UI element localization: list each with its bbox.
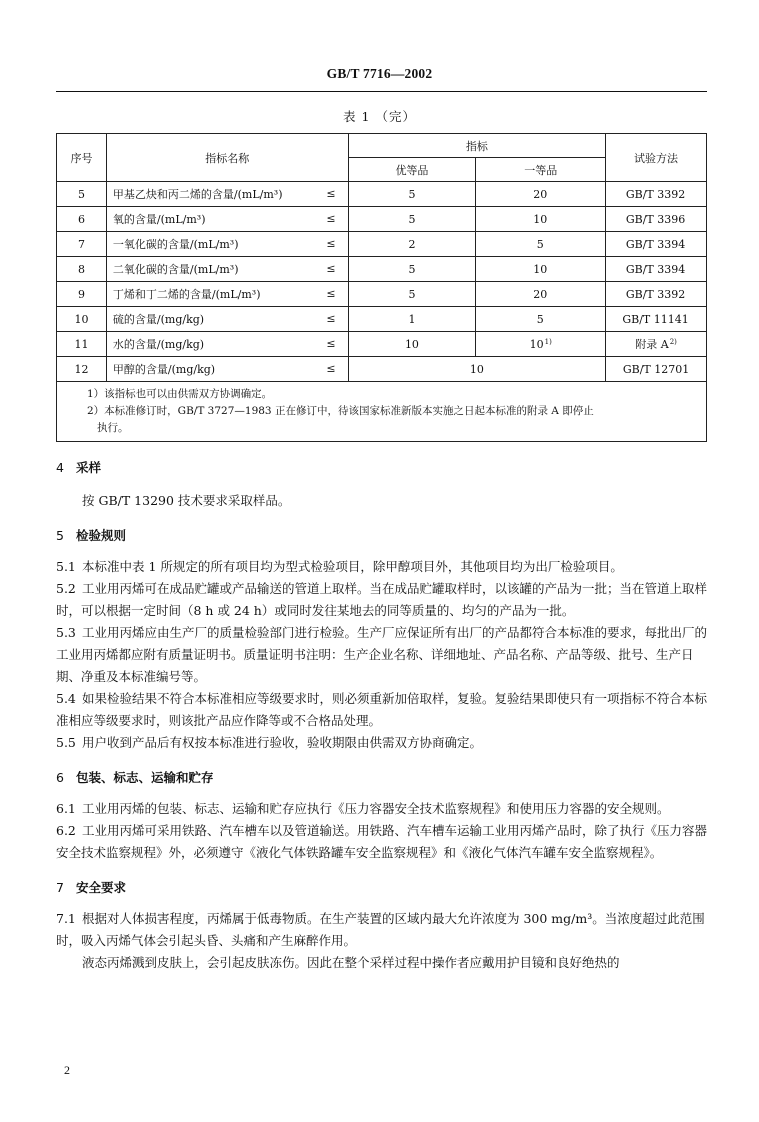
row-name-text: 一氧化碳的含量/(mL/m³) (112, 238, 239, 251)
row-method (606, 332, 707, 357)
section-title: 包装、标志、运输和贮存 (76, 770, 214, 785)
table-row (57, 307, 707, 332)
row-method (606, 182, 707, 207)
col-seq-header: 序号 (57, 134, 107, 182)
footnote-ref: 2) (669, 338, 677, 346)
col-method-header: 试验方法 (606, 134, 707, 182)
clause-paragraph (56, 578, 709, 622)
row-first-value: 5 (536, 312, 544, 326)
clause-text: 根据对人体损害程度，丙烯属于低毒物质。在生产装置的区域内最大允许浓度为 300 mg/m³。当浓度超过此范围时，吸入丙烯气体会引起头昏、头痛和产生麻醉作用。 (56, 911, 705, 948)
row-method (606, 307, 707, 332)
row-superior: 1 (348, 307, 476, 332)
le-symbol: ≤ (326, 287, 336, 300)
clause-paragraph (56, 820, 709, 864)
clause-text: 工业用丙烯可采用铁路、汽车槽车以及管道输送。用铁路、汽车槽车运输工业用丙烯产品时，除了执行《压力容器安全技术监察规程》外，必须遵守《液化气体铁路罐车安全监察规程》和《液化气体汽车罐车安全监察规程》。 (56, 823, 708, 860)
row-name (106, 207, 348, 232)
table-row (57, 282, 707, 307)
clause-paragraph (56, 556, 709, 578)
table-note-2-cont: 执行。 (97, 422, 129, 434)
row-name-text: 丁烯和丁二烯的含量/(mL/m³) (112, 288, 261, 301)
row-seq: 10 (57, 307, 107, 332)
row-first (476, 207, 606, 232)
le-symbol: ≤ (326, 237, 336, 250)
row-method (606, 207, 707, 232)
table-row (57, 182, 707, 207)
col-indicator-header: 指标 (348, 134, 606, 158)
table-note-2: 2）本标准修订时，GB/T 3727—1983 正在修订中，待该国家标准新版本实施之日起本标准的附录 A 即停止 (87, 405, 594, 417)
row-name-text: 甲基乙炔和丙二烯的含量/(mL/m³) (112, 188, 283, 201)
section-number: 6 (56, 770, 64, 785)
table-row (57, 357, 707, 382)
section-title: 检验规则 (76, 528, 127, 543)
table-notes-row (57, 382, 707, 442)
col-first-header: 一等品 (476, 158, 606, 182)
row-name (106, 282, 348, 307)
clause-paragraph (56, 798, 709, 820)
row-method (606, 257, 707, 282)
row-method-value: GB/T 3396 (625, 212, 686, 226)
section-number: 5 (56, 528, 64, 543)
row-first-value: 10 (533, 212, 548, 226)
row-method-value: GB/T 11141 (622, 312, 689, 326)
row-value-merged: 10 (348, 357, 606, 382)
table-notes (57, 382, 707, 442)
le-symbol: ≤ (326, 337, 336, 350)
clause-text: 如果检验结果不符合本标准相应等级要求时，则必须重新加倍取样，复验。复验结果即使只有一项指标不符合本标准相应等级要求时，则该批产品应作降等或不合格品处理。 (56, 691, 708, 728)
row-method-value: GB/T 3392 (625, 287, 686, 301)
section-4-text: 按 GB/T 13290 技术要求采取样品。 (82, 493, 291, 508)
table-row (57, 232, 707, 257)
row-method: GB/T 12701 (606, 357, 707, 382)
row-seq: 9 (57, 282, 107, 307)
row-seq: 12 (57, 357, 107, 382)
clause-number: 7.1 (56, 911, 76, 926)
clause-number: 5.2 (56, 581, 76, 596)
clause-paragraph (56, 622, 709, 688)
clause-paragraph (56, 688, 709, 732)
standard-number-header: GB/T 7716—2002 (326, 66, 433, 81)
row-seq: 5 (57, 182, 107, 207)
section-6-items (56, 798, 709, 864)
clause-text: 工业用丙烯应由生产厂的质量检验部门进行检验。生产厂应保证所有出厂的产品都符合本标准的要求，每批出厂的工业用丙烯都应附有质量证明书。质量证明书注明：生产企业名称、详细地址、产品名称、产品等级、批号、生产日期、净重及本标准编号等。 (56, 625, 708, 684)
row-name (106, 257, 348, 282)
table-note-1: 1）该指标也可以由供需双方协调确定。 (87, 388, 273, 400)
clause-paragraph (56, 732, 709, 754)
clause-text: 本标准中表 1 所规定的所有项目均为型式检验项目，除甲醇项目外，其他项目均为出厂检验项目。 (82, 559, 623, 574)
section-title: 采样 (76, 460, 102, 475)
row-name-text: 二氧化碳的含量/(mL/m³) (112, 263, 239, 276)
section-heading-4 (56, 458, 709, 476)
row-first (476, 282, 606, 307)
header-rule (56, 91, 707, 92)
row-method (606, 282, 707, 307)
table-row (57, 332, 707, 357)
row-seq: 6 (57, 207, 107, 232)
le-symbol: ≤ (326, 362, 336, 375)
col-name-header: 指标名称 (106, 134, 348, 182)
clause-text: 工业用丙烯可在成品贮罐或产品输送的管道上取样。当在成品贮罐取样时，以该罐的产品为一批；当在管道上取样时，可以根据一定时间（8 h 或 24 h）或同时发往某地去的同等质量的、均匀的产品为一批。 (56, 581, 708, 618)
row-name (106, 357, 348, 382)
le-symbol: ≤ (326, 262, 336, 275)
row-name-text: 甲醇的含量/(mg/kg) (112, 363, 216, 376)
row-first-value: 10 (533, 262, 548, 276)
row-first (476, 182, 606, 207)
table-row (57, 207, 707, 232)
clause-number: 5.1 (56, 559, 76, 574)
row-superior: 5 (348, 207, 476, 232)
section-title: 安全要求 (76, 880, 127, 895)
section-7-continuation: 液态丙烯溅到皮肤上，会引起皮肤冻伤。因此在整个采样过程中操作者应戴用护目镜和良好绝热的 (82, 955, 620, 970)
clause-text: 用户收到产品后有权按本标准进行验收，验收期限由供需双方协商确定。 (82, 735, 483, 750)
row-method-value: 附录 A (635, 338, 669, 351)
clause-number: 5.3 (56, 625, 76, 640)
row-first (476, 307, 606, 332)
le-symbol: ≤ (326, 187, 336, 200)
row-first-value: 20 (533, 287, 548, 301)
section-heading-7 (56, 878, 709, 896)
section-5-items (56, 556, 709, 754)
row-first (476, 232, 606, 257)
section-number: 7 (56, 880, 64, 895)
clause-number: 6.1 (56, 801, 76, 816)
clause-text: 工业用丙烯的包装、标志、运输和贮存应执行《压力容器安全技术监察规程》和使用压力容器的安全规则。 (82, 801, 670, 816)
row-first-value: 5 (536, 237, 544, 251)
row-name (106, 232, 348, 257)
section-heading-5 (56, 526, 709, 544)
row-name (106, 307, 348, 332)
clause-number: 5.4 (56, 691, 76, 706)
page-number: 2 (64, 1063, 70, 1077)
col-superior-header: 优等品 (348, 158, 476, 182)
row-method (606, 232, 707, 257)
row-superior: 5 (348, 257, 476, 282)
row-name-text: 硫的含量/(mg/kg) (112, 313, 205, 326)
row-name-text: 氧的含量/(mL/m³) (112, 213, 206, 226)
footnote-ref: 1) (544, 337, 552, 346)
row-name (106, 182, 348, 207)
clause-number: 5.5 (56, 735, 76, 750)
row-method-value: GB/T 3394 (625, 237, 686, 251)
row-superior: 10 (348, 332, 476, 357)
row-seq: 7 (57, 232, 107, 257)
spec-table (56, 133, 707, 442)
section-7-items (56, 908, 709, 952)
clause-number: 6.2 (56, 823, 76, 838)
row-superior: 2 (348, 232, 476, 257)
table-row (57, 257, 707, 282)
le-symbol: ≤ (326, 212, 336, 225)
row-superior: 5 (348, 182, 476, 207)
row-name-text: 水的含量/(mg/kg) (112, 338, 205, 351)
section-number: 4 (56, 460, 64, 475)
row-first (476, 332, 606, 357)
row-seq: 11 (57, 332, 107, 357)
body-content (56, 458, 709, 974)
clause-paragraph (56, 908, 709, 952)
row-method-value: GB/T 3394 (625, 262, 686, 276)
row-method-value: GB/T 3392 (625, 187, 686, 201)
row-seq: 8 (57, 257, 107, 282)
row-first-value: 10 (529, 337, 544, 351)
section-heading-6 (56, 768, 709, 786)
table-caption: 表 1 （完） (343, 109, 416, 124)
le-symbol: ≤ (326, 312, 336, 325)
row-first (476, 257, 606, 282)
row-superior: 5 (348, 282, 476, 307)
row-name (106, 332, 348, 357)
table-header-row (57, 134, 707, 158)
row-first-value: 20 (533, 187, 548, 201)
